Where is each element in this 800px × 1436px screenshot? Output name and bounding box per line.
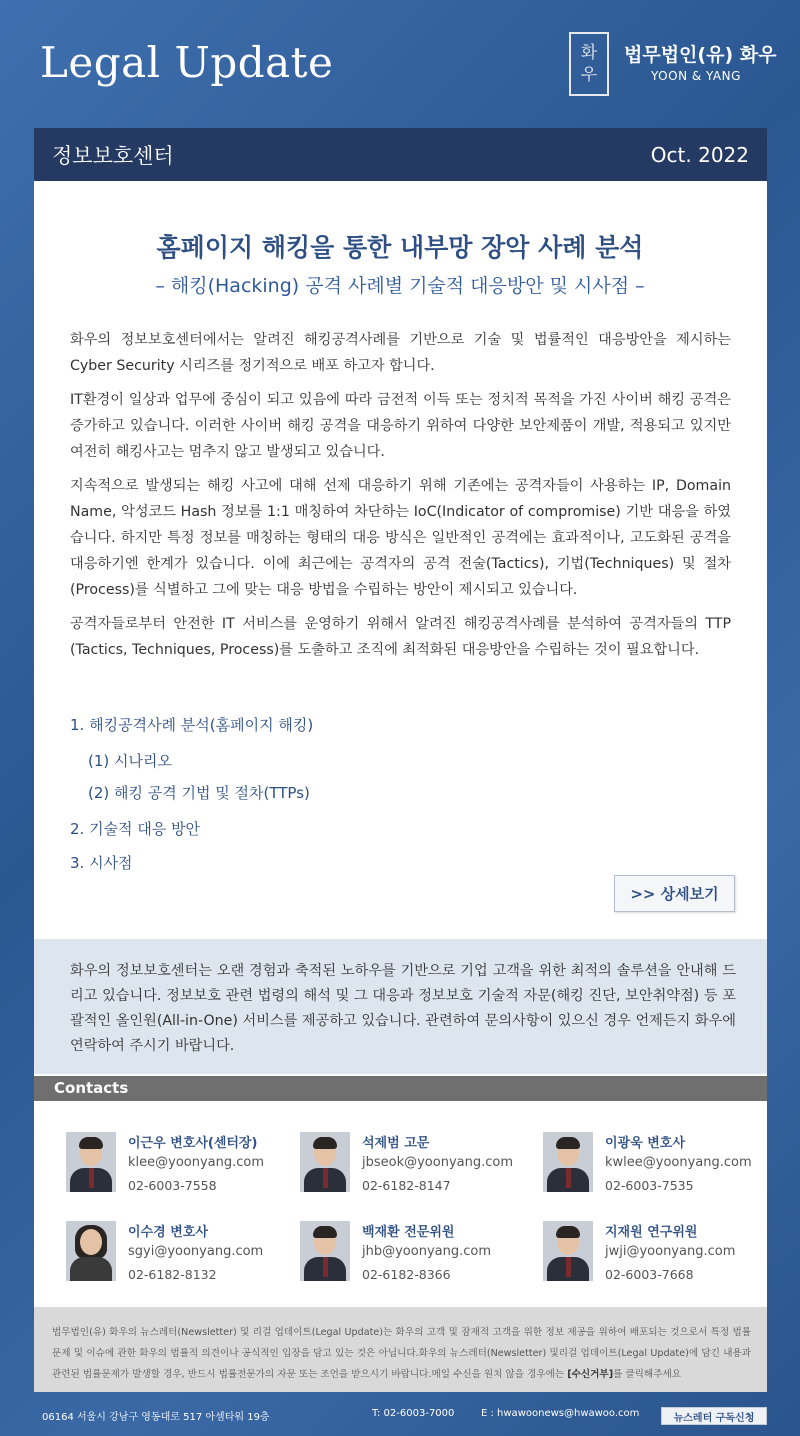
contact-email[interactable]: jwji@yoonyang.com (605, 1244, 736, 1259)
contact-name: 백재환 전문위원 (362, 1225, 455, 1240)
about-text: 화우의 정보보호센터는 오랜 경험과 축적된 노하우를 기반으로 기업 고객을 위한 최적의 솔루션을 안내해 드리고 있습니다. 정보보호 관련 법령의 해석 및 그 대응과 정보보호 기술적 자문(해킹 진단, 보안취약점) 등 포괄적인 올인원(All-in-One) 서비스를 제공하고 있습니다. 관련하여 문의사항이 있으신 경우 언제든지 화우에 연락하여 주시기 바랍니다. (70, 963, 736, 1054)
contact-phone: 02-6182-8132 (128, 1267, 217, 1282)
center-name: 정보보호센터 (52, 143, 174, 168)
legal-disclaimer (34, 1307, 767, 1392)
newsletter-title: Legal Update (40, 38, 334, 87)
contact-email[interactable]: sgyi@yoonyang.com (128, 1244, 264, 1259)
paragraph: 화우의 정보보호센터에서는 알려진 해킹공격사례를 기반으로 기술 및 법률적인 대응방안을 제시하는 Cyber Security 시리즈를 정기적으로 배포 하고자 합니다. (70, 332, 731, 374)
contact-card (543, 1221, 783, 1285)
section-band (34, 128, 767, 181)
contact-name: 이광욱 변호사 (605, 1136, 685, 1151)
avatar (543, 1221, 593, 1281)
avatar (66, 1132, 116, 1192)
contact-phone: 02-6182-8147 (362, 1178, 451, 1193)
contact-card (300, 1221, 540, 1285)
header (0, 0, 800, 128)
avatar (66, 1221, 116, 1281)
unsubscribe-link[interactable]: [수신거부] (567, 1369, 614, 1380)
logo-glyph-1: 화 (580, 43, 598, 63)
contact-name: 지재원 연구위원 (605, 1225, 698, 1240)
article-subhead: – 해킹(Hacking) 공격 사례별 기술적 대응방안 및 시사점 – (155, 275, 645, 297)
contact-email[interactable]: kwlee@yoonyang.com (605, 1155, 752, 1170)
contact-name: 이근우 변호사(센터장) (128, 1136, 258, 1151)
disclaimer-text: 법무법인(유) 화우의 뉴스레터(Newsletter) 및 리걸 업데이트(Legal Update)는 화우의 고객 및 잠재적 고객을 위한 정보 제공을 위하여 배포되는 것으로서 특정 법률문제 및 이슈에 관한 화우의 법률적 의견이나 공식적인 입장을 담고 있는 것은 아닙니다.화우의 뉴스레터(Newsletter) 및리걸 업데이트(Legal Update)에 담긴 내용과 관련된 법률문제가 발생할 경우, 반드시 법률전문가의 자문 또는 조언을 받으시기 바랍니다.메일 수신을 원치 않을 경우에는 (52, 1327, 751, 1380)
contact-card (300, 1132, 540, 1196)
firm-name-english: YOON & YANG (651, 69, 741, 83)
about-center-box (34, 939, 767, 1074)
contact-email[interactable]: klee@yoonyang.com (128, 1155, 265, 1170)
toc-item[interactable]: 2. 기술적 대응 방안 (70, 820, 201, 838)
paragraph: 지속적으로 발생되는 해킹 사고에 대해 선제 대응하기 위해 기존에는 공격자들이 사용하는 IP, Domain Name, 악성코드 Hash 정보를 1:1 매칭하여 차단하는 IoC(Indicator of compromise) 기반 대응을 하였습니다. 하지만 특정 정보를 매칭하는 형태의 대응 방식은 일반적인 공격에는 효과적이나, 고도화된 공격을 대응하기엔 한계가 있습니다. 이에 최근에는 공격자의 공격 전술(Tactics), 기법(Techniques) 및 절차(Process)를 식별하고 그에 맞는 대응 방법을 수립하는 방안이 제시되고 있습니다. (70, 478, 731, 598)
contact-name: 이수경 변호사 (128, 1225, 208, 1240)
avatar (300, 1221, 350, 1281)
toc-item[interactable]: 1. 해킹공격사례 분석(홈페이지 해킹) (70, 716, 314, 734)
footer-phone: T: 02-6003-7000 (372, 1408, 455, 1419)
article-body (70, 327, 731, 671)
contact-card (66, 1132, 306, 1196)
article-headline: 홈페이지 해킹을 통한 내부망 장악 사례 분석 (156, 233, 644, 262)
toc-subitem[interactable]: (2) 해킹 공격 기법 및 절차(TTPs) (88, 784, 310, 802)
logo-glyph-2: 우 (580, 65, 598, 85)
contact-name: 석제범 고문 (362, 1136, 430, 1151)
contact-card (543, 1132, 783, 1196)
contact-phone: 02-6182-8366 (362, 1267, 451, 1282)
avatar (543, 1132, 593, 1192)
toc-subitem[interactable]: (1) 시나리오 (88, 752, 172, 770)
avatar (300, 1132, 350, 1192)
firm-name-korean: 법무법인(유) 화우 (624, 44, 777, 66)
contact-phone: 02-6003-7558 (128, 1178, 217, 1193)
contact-phone: 02-6003-7668 (605, 1267, 694, 1282)
toc-item[interactable]: 3. 시사점 (70, 854, 133, 872)
footer-address: 06164 서울시 강남구 영동대로 517 아셈타워 19층 (42, 1412, 270, 1423)
firm-logo-icon (569, 32, 609, 96)
issue-date: Oct. 2022 (650, 142, 749, 167)
disclaimer-tail: 를 클릭해주세요 (613, 1369, 682, 1380)
contact-card (66, 1221, 306, 1285)
read-more-button[interactable]: >> 상세보기 (614, 875, 735, 912)
footer-email[interactable]: E : hwawoonews@hwawoo.com (481, 1408, 640, 1419)
paragraph: IT환경이 일상과 업무에 중심이 되고 있음에 따라 금전적 이득 또는 정치적 목적을 가진 사이버 해킹 공격은 증가하고 있습니다. 이러한 사이버 해킹 공격을 대응하기 위하여 다양한 보안제품이 개발, 적용되고 있지만 여전히 해킹사고는 멈추지 않고 발생되고 있습니다. (70, 392, 731, 460)
contact-phone: 02-6003-7535 (605, 1178, 694, 1193)
paragraph: 공격자들로부터 안전한 IT 서비스를 운영하기 위해서 알려진 해킹공격사례를 분석하여 공격자들의 TTP (Tactics, Techniques, Process)를 도출하고 조직에 최적화된 대응방안을 수립하는 것이 필요합니다. (70, 616, 731, 658)
contact-email[interactable]: jbseok@yoonyang.com (362, 1155, 514, 1170)
contact-email[interactable]: jhb@yoonyang.com (362, 1244, 491, 1259)
subscribe-button[interactable]: 뉴스레터 구독신청 (661, 1407, 767, 1425)
contacts-heading: Contacts (34, 1076, 767, 1101)
